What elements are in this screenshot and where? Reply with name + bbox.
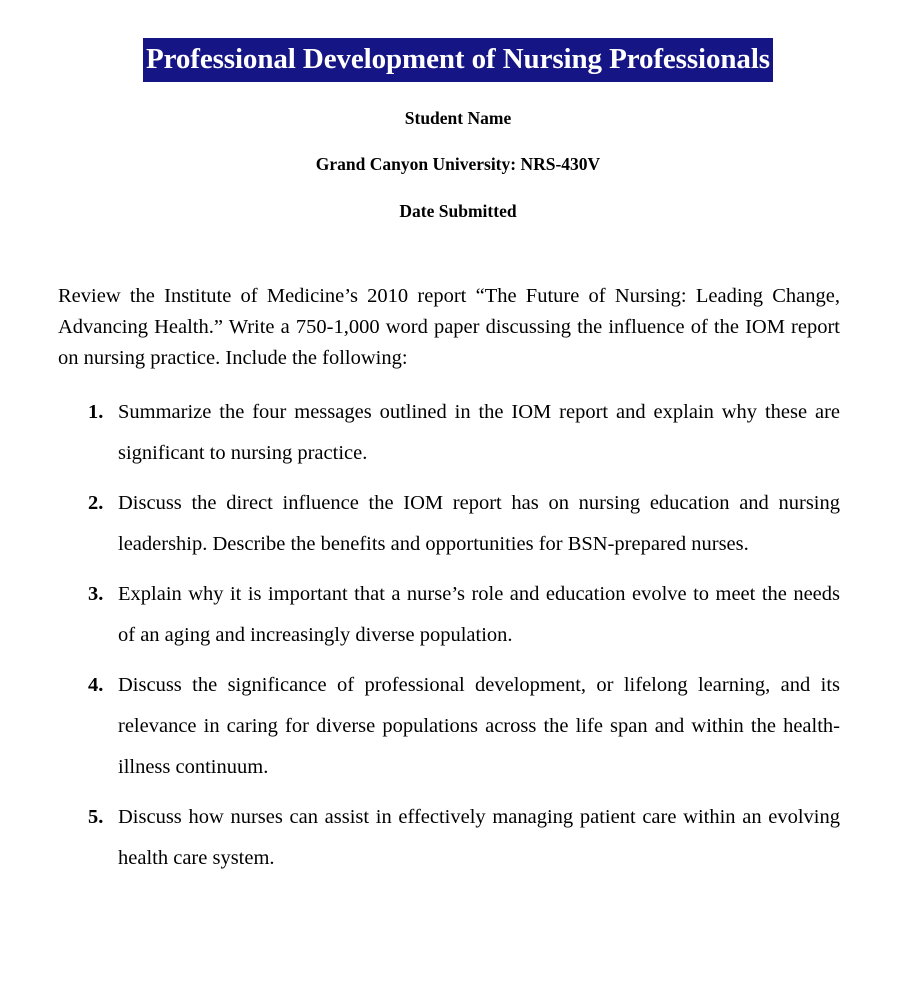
list-item <box>88 483 840 565</box>
list-item-marker: 4. <box>88 674 104 697</box>
list-item <box>88 392 840 474</box>
list-item-text: Discuss the direct influence the IOM report has on nursing education and nursing leadership. Describe the benefits and opportunities for BSN-prepared nurses. <box>118 492 840 556</box>
byline-block <box>0 107 916 221</box>
task-list <box>58 392 840 879</box>
byline-course: Grand Canyon University: NRS-430V <box>315 154 601 175</box>
list-item-marker: 1. <box>88 401 104 424</box>
byline-student-name: Student Name <box>404 107 512 128</box>
byline-date-submitted: Date Submitted <box>399 200 517 221</box>
list-item-text: Discuss the significance of professional development, or lifelong learning, and its relevance in caring for diverse populations across the life span and within the health-illness continuum. <box>118 674 840 779</box>
intro-paragraph: Review the Institute of Medicine’s 2010 report “The Future of Nursing: Leading Change, Advancing Health.” Write a 750-1,000 word paper discussing the influence of the IOM report on nursing practice. Include the following: <box>58 285 840 370</box>
body-block <box>0 281 916 879</box>
list-item <box>88 797 840 879</box>
page-title: Professional Development of Nursing Professionals <box>143 38 773 82</box>
list-item-text: Summarize the four messages outlined in the IOM report and explain why these are significant to nursing practice. <box>118 401 840 465</box>
list-item <box>88 665 840 788</box>
title-block <box>0 0 916 82</box>
list-item-marker: 2. <box>88 492 104 515</box>
list-item-text: Discuss how nurses can assist in effectively managing patient care within an evolving health care system. <box>118 806 840 870</box>
list-item-marker: 5. <box>88 806 104 829</box>
list-item-text: Explain why it is important that a nurse’s role and education evolve to meet the needs of an aging and increasingly diverse population. <box>118 583 840 647</box>
list-item <box>88 574 840 656</box>
list-item-marker: 3. <box>88 583 104 606</box>
